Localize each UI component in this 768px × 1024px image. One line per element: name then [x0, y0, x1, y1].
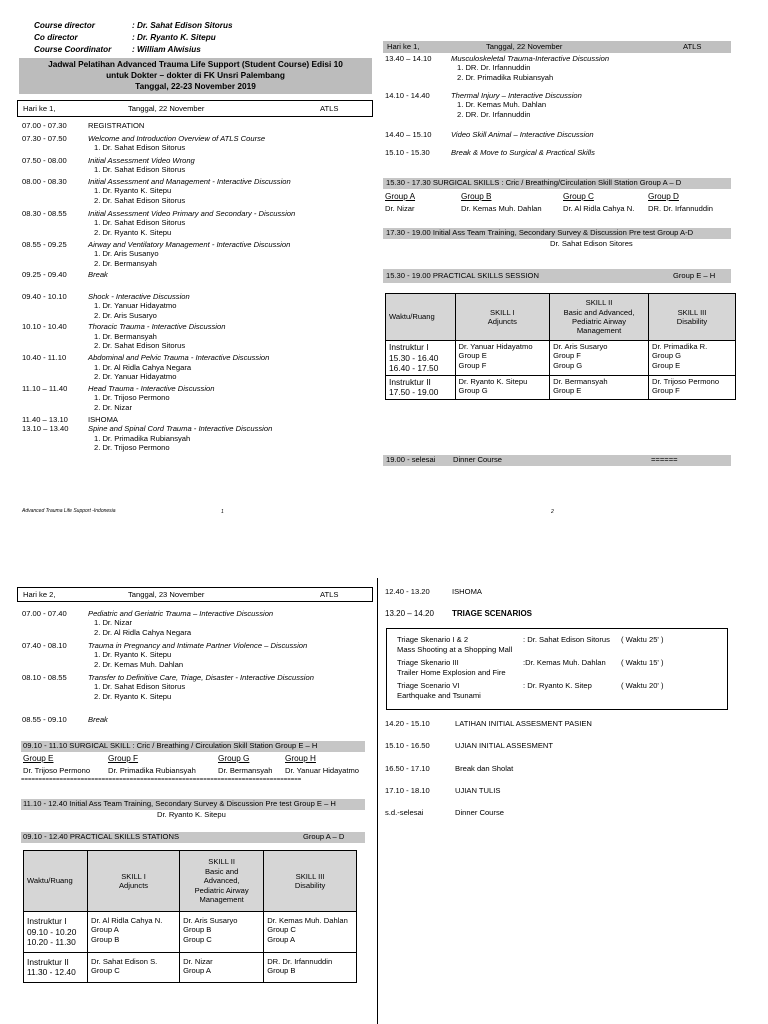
session-title: UJIAN TULIS	[455, 786, 501, 795]
ishoma-label: ISHOMA	[452, 587, 482, 596]
time-slot: 14.20 - 15.10	[385, 719, 430, 728]
skill-entry: Group A	[183, 965, 211, 975]
presenter: 1. Dr. Sahat Edison Sitorus	[94, 143, 186, 153]
table-row	[386, 375, 736, 399]
session	[451, 130, 735, 139]
group-instructor: Dr. Trijoso Permono	[23, 766, 91, 775]
presenter: 2. Dr. Nizar	[94, 402, 132, 412]
session-title: Initial Assessment and Management - Interactive Discussion	[88, 177, 291, 186]
team-training-bar: 17.30 - 19.00 Initial Ass Team Training, Secondary Survey & Discussion Pre test Group A-D	[383, 228, 731, 239]
triage-duration: ( Waktu 25' )	[621, 635, 664, 644]
presenter: 2. Dr. Bermansyah	[94, 258, 157, 268]
time-slot: 13.40 – 14.10	[385, 54, 432, 63]
skill-entry: Group B	[183, 925, 212, 935]
presenter: 1. Dr. Primadika Rubiansyah	[94, 433, 191, 443]
day-label: Hari ke 1,	[23, 103, 56, 113]
time-slot: 07.40 - 08.10	[22, 640, 67, 650]
session-title: Break dan Sholat	[455, 764, 514, 773]
time-range: 16.40 - 17.50	[389, 363, 439, 373]
column-header: Waktu/Ruang	[386, 294, 456, 341]
skill-entry: Group F	[458, 360, 487, 370]
skill-cell	[648, 341, 735, 376]
presenter: 2. Dr. Sahat Edison Sitorus	[94, 341, 186, 351]
time-slot: 09.25 - 09.40	[22, 270, 67, 280]
time-range: 17.50 - 19.00	[389, 387, 439, 397]
presenter: 2. Dr. Trijoso Permono	[94, 443, 170, 453]
skill-entry: Group B	[267, 965, 296, 975]
time-range: 11.30 - 12.40	[27, 967, 76, 977]
group-label: Group B	[461, 192, 492, 201]
course-director: Course director : Dr. Sahat Edison Sitorus	[34, 21, 233, 30]
time-slot: 14.40 – 15.10	[385, 129, 432, 139]
session	[88, 415, 372, 424]
banner-date: Tanggal, 22-23 November 2019	[135, 81, 256, 92]
presenter: 2. Dr. Aris Susaryo	[94, 310, 157, 320]
dinner-bar: 19.00 - selesai Dinner Course ======	[383, 455, 731, 466]
day-date: Tanggal, 23 November	[128, 589, 205, 599]
day-1-header-cont	[383, 41, 731, 53]
skill-entry: Dr. Ryanto K. Sitepu	[458, 376, 528, 386]
session-title: REGISTRATION	[88, 121, 145, 130]
session-title: Thoracic Trauma - Interactive Discussion	[88, 322, 226, 332]
triage-label: TRIAGE SCENARIOS	[452, 609, 533, 618]
skill-entry: Group E	[651, 360, 681, 370]
time-slot: 11.40 – 13.10	[22, 414, 68, 424]
column-header: SKILL III Disability	[648, 294, 735, 341]
group-instructor: Dr. Nizar	[385, 204, 415, 213]
skill-entry: Dr. Aris Susaryo	[553, 342, 608, 351]
session	[88, 384, 372, 412]
time-slot: 08.00 - 08.30	[22, 177, 67, 186]
surgical-skill-bar: 09.10 - 11.10 SURGICAL SKILL : Cric / Breathing / Circulation Skill Station Group E – H	[21, 741, 365, 752]
session-title: Break	[88, 270, 108, 280]
skill-entry: Dr. Sahat Edison S.	[91, 956, 158, 966]
skill-entry: DR. Dr. Irfannuddin	[267, 956, 333, 966]
footer-text: Advanced Trauma Life Support -Indonesia	[22, 508, 116, 514]
skill-cell	[180, 912, 264, 953]
skill-cell	[264, 952, 357, 982]
group-label: Group H	[285, 754, 316, 763]
skill-entry: Group C	[183, 934, 212, 944]
presenter: 2. Dr. Primadika Rubiansyah	[457, 72, 554, 82]
session	[88, 177, 372, 205]
skill-entry: Group C	[91, 965, 120, 975]
presenter: 1. Dr. Yanuar Hidayatmo	[94, 301, 177, 311]
session	[88, 353, 372, 381]
time-slot: 09.40 - 10.10	[22, 291, 67, 301]
course-coordinator: Course Coordinator : William Alwisius	[34, 45, 201, 54]
column-header: Waktu/Ruang	[24, 851, 88, 912]
skill-cell	[88, 952, 180, 982]
time-range: 15.30 - 16.40	[389, 352, 439, 363]
time-slot: 11.10 – 11.40	[22, 384, 68, 393]
time-range: 10.20 - 11.30	[27, 937, 76, 947]
session-title: Initial Assessment Video Primary and Secondary - Discussion	[88, 208, 296, 218]
session	[451, 148, 735, 157]
time-slot: 15.10 - 15.30	[385, 148, 430, 158]
co-director: Co director : Dr. Ryanto K. Sitepu	[34, 33, 216, 42]
skill-entry: Group E	[458, 351, 487, 361]
instructor-label: Instruktur I	[27, 916, 67, 926]
skill-entry: Group A	[91, 925, 119, 935]
group-label: Group D	[648, 192, 679, 201]
session	[88, 673, 372, 701]
session	[88, 240, 372, 268]
session-title: UJIAN INITIAL ASSESMENT	[455, 741, 554, 750]
day-date: Tanggal, 22 November	[128, 103, 205, 113]
skill-entry: Dr. Yanuar Hidayatmo	[458, 342, 533, 351]
time-slot: 07.50 - 08.00	[22, 155, 67, 165]
skill-cell	[88, 912, 180, 953]
session	[88, 424, 372, 452]
time-slot: 08.10 - 08.55	[22, 672, 67, 682]
group-instructor: Dr. Primadika Rubiansyah	[108, 766, 196, 775]
session	[88, 292, 372, 320]
group-label: Group C	[563, 192, 594, 201]
day-date: Tanggal, 22 November	[486, 42, 563, 52]
time-slot: 13.10 – 13.40	[22, 424, 69, 434]
presenter: 2. Dr. Ryanto K. Sitepu	[94, 691, 172, 701]
group-instructor: Dr. Bermansyah	[218, 766, 273, 775]
practical-stations-bar: 09.10 - 12.40 PRACTICAL SKILLS STATIONS Group A – D	[21, 832, 365, 843]
instructor-cell	[386, 341, 456, 376]
session	[451, 54, 735, 82]
page-1	[0, 0, 378, 520]
group-instructor: Dr. Yanuar Hidayatmo	[285, 766, 360, 775]
banner-title: Jadwal Pelatihan Advanced Trauma Life Support (Student Course) Edisi 10	[48, 59, 343, 69]
session	[88, 209, 372, 237]
session	[88, 121, 372, 130]
presenter: 2. DR. Dr. Irfannuddin	[457, 109, 531, 119]
triage-duration: ( Waktu 15' )	[621, 658, 664, 667]
time-slot: 07.00 - 07.40	[22, 609, 67, 618]
instructor-label: Instruktur I	[389, 342, 429, 352]
group-label: Group F	[108, 754, 139, 763]
skill-entry: Group F	[651, 385, 680, 395]
page-3	[0, 578, 378, 1024]
session-title: Spine and Spinal Cord Trauma - Interactive Discussion	[88, 424, 273, 434]
day-tag: ATLS	[683, 42, 702, 52]
time-slot: 14.10 - 14.40	[385, 90, 430, 100]
presenter: 1. Dr. Ryanto K. Sitepu	[94, 186, 172, 196]
group-instructor: Dr. Al Ridla Cahya N.	[563, 204, 635, 213]
day-label: Hari ke 1,	[387, 42, 420, 52]
presenter: 2. Dr. Al Ridla Cahya Negara	[94, 627, 192, 637]
team-training-person: Dr. Ryanto K. Sitepu	[157, 810, 226, 819]
triage-description: Mass Shooting at a Shopping Mall	[397, 645, 513, 654]
column-header: SKILL I Adjuncts	[88, 851, 180, 912]
time-slot: 10.10 - 10.40	[22, 322, 67, 332]
practical-skills-bar: 15.30 - 19.00 PRACTICAL SKILLS SESSION Group E – H	[383, 269, 731, 283]
time-slot: 07.00 - 07.30	[22, 121, 67, 130]
team-training-person: Dr. Sahat Edison Sitores	[550, 239, 633, 248]
skill-entry: Dr. Primadika R.	[651, 342, 708, 351]
time-slot: 08.55 - 09.25	[22, 239, 67, 249]
table-header-row	[386, 294, 736, 341]
triage-description: Earthquake and Tsunami	[397, 691, 481, 700]
banner-subtitle: untuk Dokter – dokter di FK Unsri Palembang	[106, 70, 285, 81]
skill-cell	[455, 341, 550, 376]
instructor-label: Instruktur II	[27, 956, 69, 967]
session	[451, 91, 735, 119]
presenter: 1. Dr. Aris Susanyo	[94, 249, 159, 259]
time-slot: 08.30 - 08.55	[22, 208, 67, 218]
presenter: 1. DR. Dr. Irfannuddin	[457, 63, 531, 73]
skill-entry: Group A	[267, 934, 296, 944]
session-title: Break & Move to Surgical & Practical Skills	[451, 148, 595, 158]
skill-cell	[264, 912, 357, 953]
day-1-header	[17, 100, 373, 117]
column-header: SKILL III Disability	[264, 851, 357, 912]
page-number: 2	[551, 509, 554, 515]
session-title: Head Trauma - Interactive Discussion	[88, 384, 215, 393]
presenter: 1. Dr. Bermansyah	[94, 331, 157, 341]
session	[88, 322, 372, 350]
table-header-row	[24, 851, 357, 912]
column-header: SKILL II Basic and Advanced, Pediatric Airway Management	[550, 294, 649, 341]
session	[88, 134, 372, 153]
practical-stations-table	[23, 850, 357, 983]
presenter: 2. Dr. Kemas Muh. Dahlan	[94, 659, 184, 669]
surgical-skills-bar: 15.30 - 17.30 SURGICAL SKILLS : Cric / Breathing/Circulation Skill Station Group A – D	[383, 178, 731, 189]
session-title: Video Skill Animal – Interactive Discussion	[451, 129, 594, 139]
day-tag: ATLS	[320, 103, 339, 113]
group-label: Group G	[218, 754, 250, 763]
presenter: 2. Dr. Yanuar Hidayatmo	[94, 372, 177, 382]
ishoma-time: 12.40 - 13.20	[385, 587, 430, 596]
presenter: 1. Dr. Sahat Edison Sitorus	[94, 165, 186, 175]
presenter: 1. Dr. Sahat Edison Sitorus	[94, 682, 186, 692]
triage-instructor: :Dr. Kemas Muh. Dahlan	[523, 658, 606, 667]
skill-entry: Group G	[651, 351, 682, 361]
skill-cell	[455, 375, 550, 399]
time-slot: 10.40 - 11.10	[22, 353, 67, 363]
session-title: ISHOMA	[88, 414, 118, 424]
time-slot: 08.55 - 09.10	[22, 715, 67, 725]
triage-scenarios-box	[386, 628, 728, 710]
presenter: 2. Dr. Sahat Edison Sitorus	[94, 195, 186, 205]
time-range: 09.10 - 10.20	[27, 926, 77, 937]
skill-entry: Group G	[458, 385, 488, 395]
page-2	[380, 0, 768, 520]
instructor-cell	[24, 912, 88, 953]
triage-duration: ( Waktu 20' )	[621, 681, 664, 690]
instructor-cell	[24, 952, 88, 982]
page-divider	[377, 578, 378, 1024]
session	[88, 715, 372, 724]
table-row	[386, 341, 736, 376]
separator-line: ================================================================================	[21, 777, 302, 783]
triage-scenario: Triage Skenario III	[397, 658, 459, 667]
team-training-bar: 11.10 - 12.40 Initial Ass Team Training, Secondary Survey & Discussion Pre test Group E – H	[21, 799, 365, 810]
session-title: Shock - Interactive Discussion	[88, 291, 190, 301]
session-title: Dinner Course	[455, 808, 504, 817]
skill-entry: Dr. Trijoso Permono	[651, 376, 720, 386]
session	[88, 609, 372, 637]
time-slot: s.d.-selesai	[385, 808, 424, 817]
column-header: SKILL I Adjuncts	[455, 294, 550, 341]
day-2-header	[17, 587, 373, 602]
session-title: Break	[88, 715, 108, 725]
table-row	[24, 952, 357, 982]
skill-entry: Group G	[553, 360, 583, 370]
group-instructor: DR. Dr. Irfannuddin	[648, 204, 713, 213]
session-title: Initial Assessment Video Wrong	[88, 155, 195, 165]
skill-entry: Dr. Bermansyah	[553, 376, 608, 386]
time-slot: 07.30 - 07.50	[22, 133, 67, 143]
time-slot: 17.10 - 18.10	[385, 786, 430, 795]
group-instructor: Dr. Kemas Muh. Dahlan	[461, 204, 542, 213]
session-title: Musculoskeletal Trauma-Interactive Discussion	[451, 54, 610, 63]
session	[88, 156, 372, 175]
session	[88, 641, 372, 669]
skill-cell	[550, 375, 649, 399]
practical-skills-table	[385, 293, 736, 400]
session-title: Abdominal and Pelvic Trauma - Interactive Discussion	[88, 353, 270, 363]
instructor-cell	[386, 375, 456, 399]
group-label: Group A	[385, 192, 416, 201]
presenter: 1. Dr. Al Ridla Cahya Negara	[94, 362, 192, 372]
table-row	[24, 912, 357, 953]
skill-entry: Dr. Al Ridla Cahya N.	[91, 916, 163, 925]
skill-cell	[550, 341, 649, 376]
skill-cell	[180, 952, 264, 982]
time-slot: 15.10 - 16.50	[385, 741, 430, 750]
presenter: 1. Dr. Trijoso Permono	[94, 393, 170, 403]
skill-entry: Dr. Aris Susaryo	[183, 916, 238, 925]
column-header: SKILL II Basic and Advanced, Pediatric Airway Management	[180, 851, 264, 912]
triage-scenario: Triage Skenario I & 2	[397, 635, 469, 644]
time-slot: 16.50 - 17.10	[385, 764, 430, 773]
day-tag: ATLS	[320, 589, 339, 599]
triage-instructor: : Dr. Sahat Edison Sitorus	[523, 635, 610, 644]
session-title: Trauma in Pregnancy and Intimate Partner Violence – Discussion	[88, 640, 308, 650]
session-title: Pediatric and Geriatric Trauma – Interactive Discussion	[88, 609, 274, 618]
page-number: 1	[221, 509, 224, 515]
triage-description: Trailer Home Explosion and Fire	[397, 668, 506, 677]
day-label: Hari ke 2,	[23, 589, 56, 599]
skill-entry: Group E	[553, 385, 582, 395]
presenter: 2. Dr. Ryanto K. Sitepu	[94, 227, 172, 237]
triage-scenario: Triage Scenario VI	[397, 681, 460, 690]
presenter: 1. Dr. Sahat Edison Sitorus	[94, 218, 186, 228]
session-title: LATIHAN INITIAL ASSESMENT PASIEN	[455, 719, 592, 728]
presenter: 1. Dr. Kemas Muh. Dahlan	[457, 100, 547, 110]
skill-entry: Group C	[267, 925, 296, 935]
group-label: Group E	[23, 754, 54, 763]
schedule-banner	[19, 58, 372, 94]
presenter: 1. Dr. Ryanto K. Sitepu	[94, 650, 172, 660]
instructor-label: Instruktur II	[389, 376, 431, 387]
session	[88, 270, 372, 279]
session-title: Welcome and Introduction Overview of ATLS Course	[88, 133, 266, 143]
session-title: Airway and Ventilatory Management - Interactive Discussion	[88, 239, 291, 249]
skill-cell	[648, 375, 735, 399]
skill-entry: Dr. Kemas Muh. Dahlan	[267, 916, 348, 925]
skill-entry: Group B	[91, 934, 120, 944]
presenter: 1. Dr. Nizar	[94, 618, 132, 628]
skill-entry: Dr. Nizar	[183, 956, 213, 966]
triage-time: 13.20 – 14.20	[385, 609, 434, 618]
skill-entry: Group F	[553, 351, 581, 361]
session-title: Thermal Injury – Interactive Discussion	[451, 90, 582, 100]
session-title: Transfer to Definitive Care, Triage, Disaster - Interactive Discussion	[88, 672, 314, 682]
triage-instructor: : Dr. Ryanto K. Sitep	[523, 681, 592, 690]
